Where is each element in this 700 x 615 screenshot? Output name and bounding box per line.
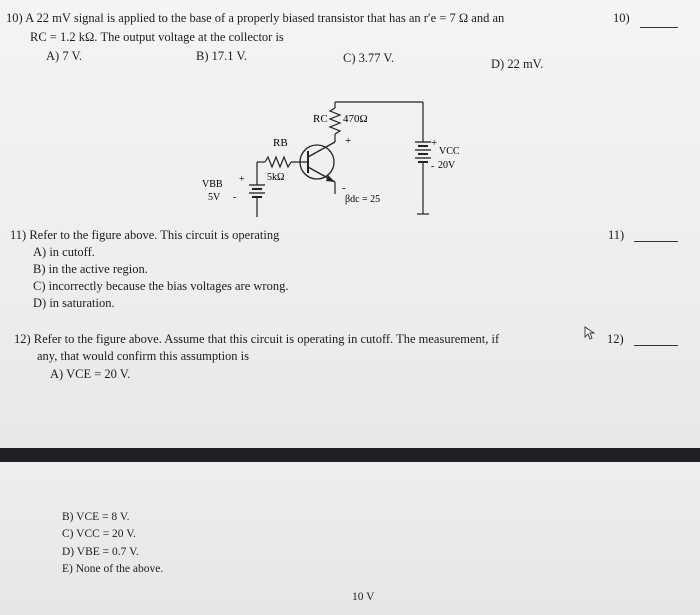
- q10-choice-c: C) 3.77 V.: [343, 51, 394, 65]
- vcc-label: VCC: [439, 146, 460, 157]
- rb-label: RB: [273, 137, 288, 149]
- bottom-label: 10 V: [352, 591, 375, 603]
- q12-number: 12): [607, 332, 624, 346]
- rc-label: RC: [313, 113, 328, 125]
- beta-label: βdc = 25: [345, 194, 381, 205]
- q10-number: 10): [613, 11, 630, 25]
- vbb-value: 5V: [208, 192, 221, 203]
- q10-choice-d: D) 22 mV.: [491, 57, 544, 71]
- vbb-label: VBB: [202, 179, 223, 190]
- collector-plus: +: [345, 135, 352, 147]
- q12-choice-b: B) VCE = 8 V.: [62, 511, 130, 523]
- vcc-plus: +: [431, 137, 438, 149]
- vbb-plus: +: [239, 174, 245, 185]
- q11-stem: 11) Refer to the figure above. This circuit is operating: [10, 228, 280, 242]
- emitter-minus: -: [342, 182, 346, 194]
- page-divider: [0, 448, 700, 462]
- vbb-minus: -: [233, 192, 237, 203]
- q11-choice-b: B) in the active region.: [33, 262, 148, 276]
- transistor-circuit-diagram: [195, 102, 460, 222]
- q10-choice-a: A) 7 V.: [46, 49, 83, 63]
- vcc-value: 20V: [438, 160, 456, 171]
- q12-choice-d: D) VBE = 0.7 V.: [62, 546, 139, 558]
- q12-choice-e: E) None of the above.: [62, 563, 164, 575]
- q11-answer-blank[interactable]: [634, 241, 678, 242]
- q11-choice-a: A) in cutoff.: [33, 245, 95, 259]
- q10-text-line1: 10) A 22 mV signal is applied to the base of a properly biased transistor that has an r′e = 7 Ω and an: [6, 11, 505, 25]
- mouse-pointer-icon: [584, 326, 596, 340]
- q11-number: 11): [608, 228, 625, 242]
- q12-stem-line1: 12) Refer to the figure above. Assume that this circuit is operating in cutoff. The measurement, if: [14, 332, 500, 346]
- q10-text-line2: RC = 1.2 kΩ. The output voltage at the collector is: [30, 30, 284, 44]
- rc-value: 470Ω: [343, 113, 368, 125]
- q12-answer-blank[interactable]: [634, 345, 678, 346]
- q11-choice-d: D) in saturation.: [33, 296, 115, 310]
- q12-stem-line2: any, that would confirm this assumption is: [37, 349, 250, 363]
- q12-choice-c: C) VCC = 20 V.: [62, 528, 136, 540]
- q10-choice-b: B) 17.1 V.: [196, 49, 247, 63]
- q10-answer-blank[interactable]: [640, 27, 678, 28]
- vcc-minus: -: [431, 161, 435, 172]
- q11-choice-c: C) incorrectly because the bias voltages are wrong.: [33, 279, 289, 293]
- q12-choice-a: A) VCE = 20 V.: [50, 367, 131, 381]
- rb-value: 5kΩ: [267, 172, 285, 183]
